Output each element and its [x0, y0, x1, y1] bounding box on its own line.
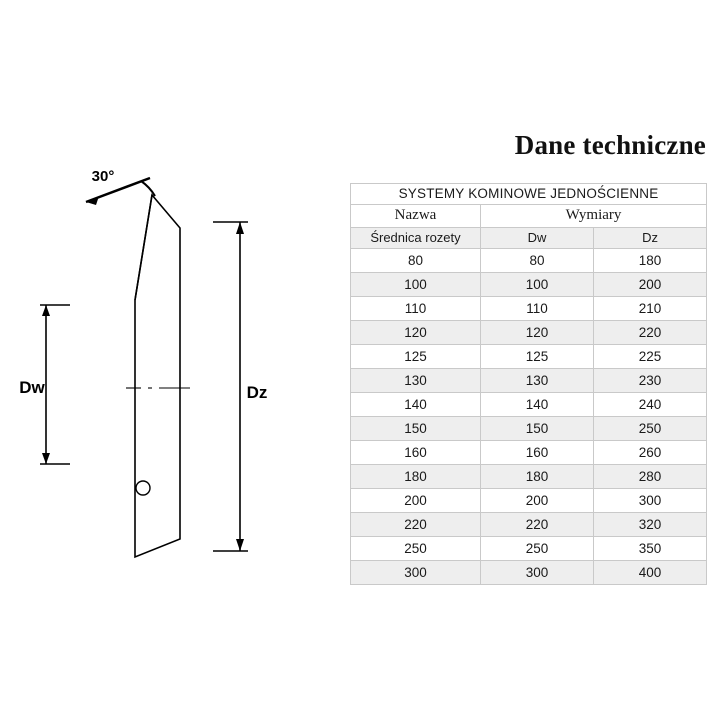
table-cell: 180 — [594, 249, 707, 273]
table-row — [351, 417, 707, 441]
table-cell: 180 — [351, 465, 481, 489]
group-label-wymiary: Wymiary — [481, 205, 707, 228]
table-cell: 210 — [594, 297, 707, 321]
table-row — [351, 465, 707, 489]
table-row — [351, 489, 707, 513]
table-body — [351, 249, 707, 585]
table-cell: 130 — [351, 369, 481, 393]
table-cell: 260 — [594, 441, 707, 465]
table-cell: 250 — [481, 537, 594, 561]
dz-arrow-bottom — [236, 539, 244, 551]
column-header-srednica: Średnica rozety — [351, 228, 481, 249]
table-cell: 240 — [594, 393, 707, 417]
table-cell: 300 — [594, 489, 707, 513]
table-cell: 125 — [481, 345, 594, 369]
table-cell: 300 — [351, 561, 481, 585]
group-label-nazwa: Nazwa — [351, 205, 481, 228]
table-cell: 400 — [594, 561, 707, 585]
column-header-dz: Dz — [594, 228, 707, 249]
table-cell: 160 — [351, 441, 481, 465]
dimension-dz — [213, 222, 248, 551]
table-row — [351, 297, 707, 321]
table-cell: 250 — [594, 417, 707, 441]
table-cell: 180 — [481, 465, 594, 489]
table-cell: 300 — [481, 561, 594, 585]
table-row — [351, 537, 707, 561]
angle-label: 30° — [91, 168, 115, 185]
technical-drawing — [0, 0, 340, 720]
dw-label: Dw — [19, 378, 45, 397]
table-cell: 110 — [481, 297, 594, 321]
table-header-row — [351, 184, 707, 205]
table-cell: 200 — [594, 273, 707, 297]
table-cell: 200 — [351, 489, 481, 513]
drawing-svg — [0, 0, 340, 720]
table-title-cell: SYSTEMY KOMINOWE JEDNOŚCIENNE — [351, 184, 707, 205]
angle-arc — [141, 181, 155, 196]
table-row — [351, 321, 707, 345]
table-cell: 350 — [594, 537, 707, 561]
table-row — [351, 441, 707, 465]
table-row — [351, 345, 707, 369]
table-column-row — [351, 228, 707, 249]
table-cell: 110 — [351, 297, 481, 321]
table-cell: 120 — [481, 321, 594, 345]
dw-arrow-top — [42, 305, 50, 316]
fixing-screw-icon — [136, 481, 150, 495]
table-row — [351, 393, 707, 417]
table-cell: 100 — [351, 273, 481, 297]
table-cell: 80 — [351, 249, 481, 273]
table-cell: 320 — [594, 513, 707, 537]
dz-arrow-top — [236, 222, 244, 234]
table-row — [351, 513, 707, 537]
table-cell: 230 — [594, 369, 707, 393]
table-cell: 280 — [594, 465, 707, 489]
table-cell: 220 — [351, 513, 481, 537]
table-cell: 200 — [481, 489, 594, 513]
column-header-dw: Dw — [481, 228, 594, 249]
table-cell: 220 — [481, 513, 594, 537]
table-cell: 140 — [481, 393, 594, 417]
table-group-row — [351, 205, 707, 228]
table-cell: 220 — [594, 321, 707, 345]
table-row — [351, 249, 707, 273]
table-cell: 150 — [351, 417, 481, 441]
table-cell: 140 — [351, 393, 481, 417]
table-row — [351, 273, 707, 297]
specification-table — [350, 183, 707, 585]
dw-arrow-bottom — [42, 453, 50, 464]
table-cell: 100 — [481, 273, 594, 297]
table-cell: 250 — [351, 537, 481, 561]
table-cell: 130 — [481, 369, 594, 393]
table-cell: 225 — [594, 345, 707, 369]
page-title: Dane techniczne — [514, 130, 706, 160]
table-row — [351, 369, 707, 393]
dz-label: Dz — [246, 383, 268, 402]
table-row — [351, 561, 707, 585]
table-cell: 150 — [481, 417, 594, 441]
table-cell: 125 — [351, 345, 481, 369]
table-cell: 160 — [481, 441, 594, 465]
table-cell: 120 — [351, 321, 481, 345]
tech-data-panel — [350, 130, 712, 585]
table-cell: 80 — [481, 249, 594, 273]
rosette-outline — [135, 195, 180, 557]
rosette-profile — [135, 195, 180, 557]
